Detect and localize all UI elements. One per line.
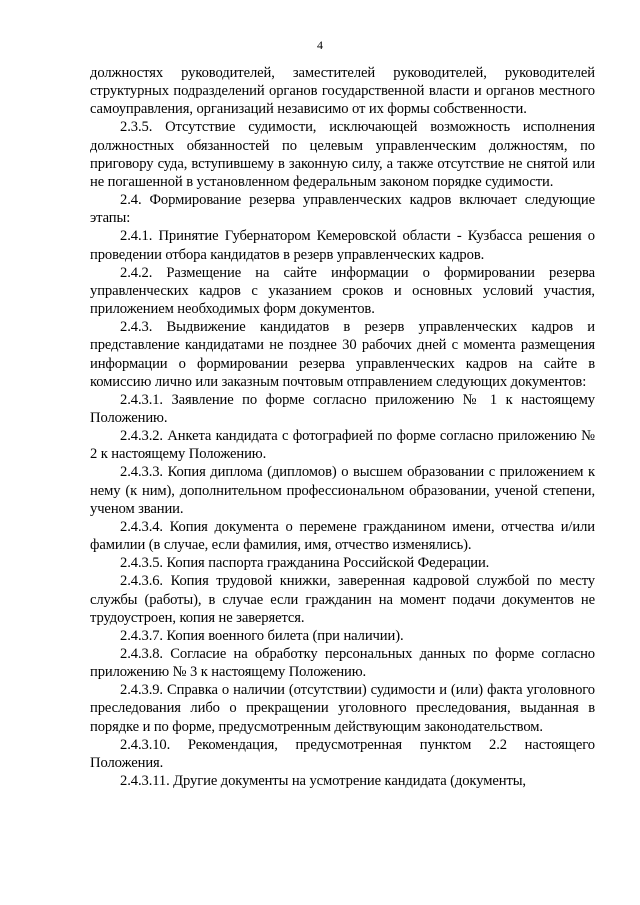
page-number: 4 [317, 38, 323, 52]
paragraph-2-4-2: 2.4.2. Размещение на сайте информации о формировании резерва управленческих кадров с указанием сроков и основных условий участия, приложением необходимых форм документов. [90, 264, 595, 318]
paragraph-2-4-3-1: 2.4.3.1. Заявление по форме согласно приложению № 1 к настоящему Положению. [90, 391, 595, 426]
paragraph-2-4-3: 2.4.3. Выдвижение кандидатов в резерв управленческих кадров и представление кандидатами не позднее 30 рабочих дней с момента размещения информации о формировании резерва управленческих кадров на сайте в комиссию лично или заказным почтовым отправлением следующих документов: [90, 319, 595, 390]
paragraph-2-4-3-11: 2.4.3.11. Другие документы на усмотрение кандидата (документы, [120, 773, 526, 790]
paragraph-2-4-1: 2.4.1. Принятие Губернатором Кемеровской области - Кузбасса решения о проведении отбора кандидатов в резерв управленческих кадров. [90, 228, 595, 263]
paragraph-2-4-3-7: 2.4.3.7. Копия военного билета (при наличии). [120, 627, 404, 644]
paragraph-2-4-3-4: 2.4.3.4. Копия документа о перемене гражданином имени, отчества и/или фамилии (в случае, если фамилия, имя, отчество изменялись). [90, 518, 595, 554]
paragraph-2-4-3-10: 2.4.3.10. Рекомендация, предусмотренная пунктом 2.2 настоящего Положения. [90, 736, 595, 771]
paragraph-2-3-5: 2.3.5. Отсутствие судимости, исключающей возможность исполнения должностных обязанностей по целевым управленческим должностям, по приговору суда, вступившему в законную силу, а также отсутствие не снятой или не погашенной в установленном федеральным законом порядке судимости. [90, 119, 595, 190]
paragraph-1: должностях руководителей, заместителей руководителей, руководителей структурных подразделений органов государственной власти и органов местного самоуправления, организаций независимо от их формы собственности. [90, 65, 595, 118]
document-body [90, 64, 595, 790]
paragraph-2-4-3-9: 2.4.3.9. Справка о наличии (отсутствии) судимости и (или) факта уголовного преследования либо о прекращении уголовного преследования, выданная в порядке и по форме, предусмотренным действующим законодательством. [90, 682, 595, 735]
paragraph-2-4: 2.4. Формирование резерва управленческих кадров включает следующие этапы: [90, 192, 595, 227]
paragraph-2-4-3-6: 2.4.3.6. Копия трудовой книжки, заверенная кадровой службой по месту службы (работы), в случае если гражданин на момент подачи документов не трудоустроен, копия не заверяется. [90, 573, 595, 626]
paragraph-2-4-3-5: 2.4.3.5. Копия паспорта гражданина Российской Федерации. [120, 555, 490, 572]
paragraph-2-4-3-2: 2.4.3.2. Анкета кандидата с фотографией по форме согласно приложению № 2 к настоящему Положению. [90, 428, 595, 463]
paragraph-2-4-3-3: 2.4.3.3. Копия диплома (дипломов) о высшем образовании с приложением к нему (к ним), дополнительном профессиональном образовании, ученой степени, ученом звании. [90, 464, 595, 517]
paragraph-2-4-3-8: 2.4.3.8. Согласие на обработку персональных данных по форме согласно приложению № 3 к настоящему Положению. [90, 646, 595, 681]
